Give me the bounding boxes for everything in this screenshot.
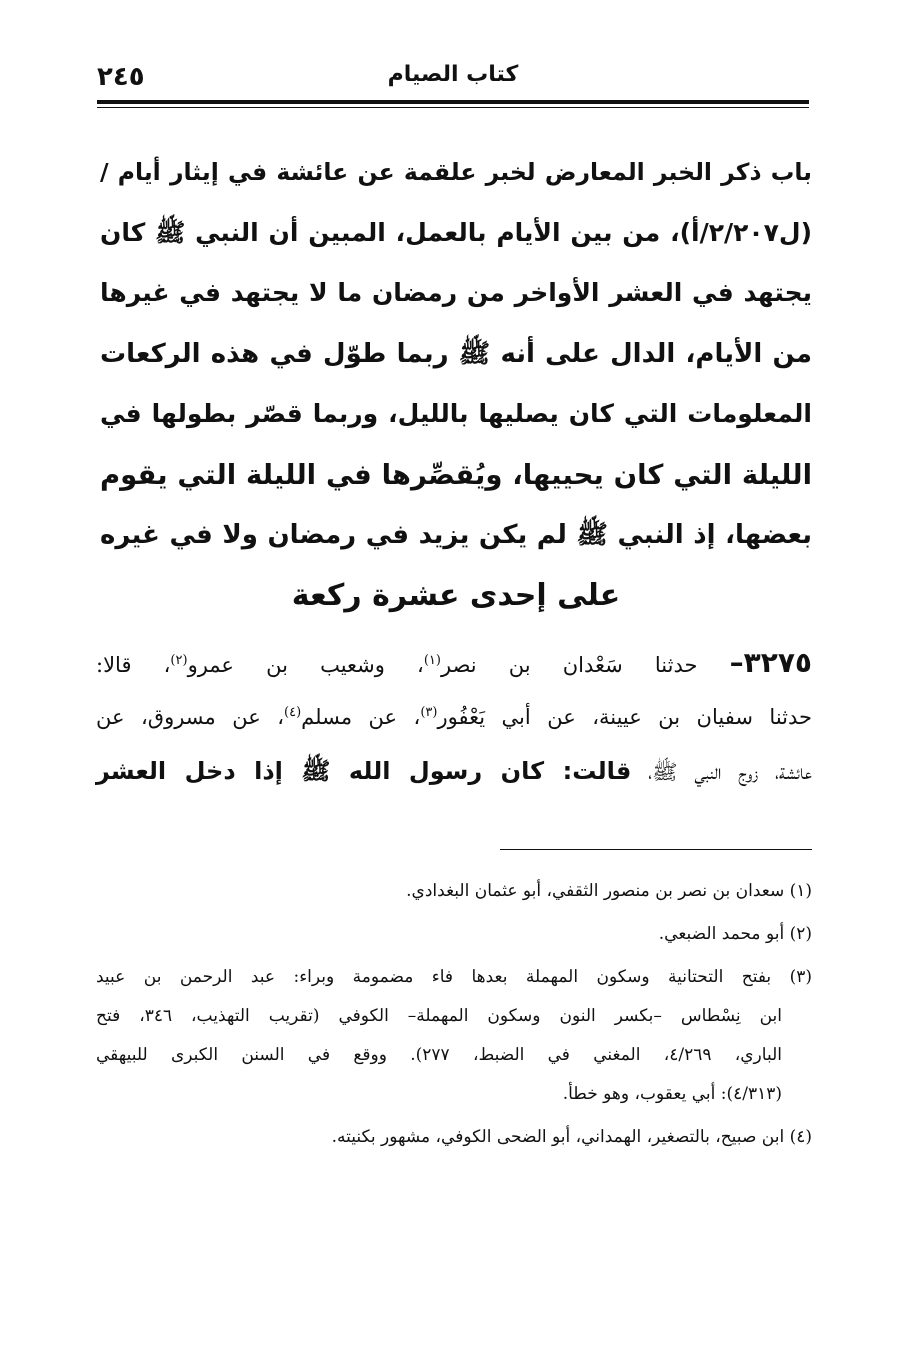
matn-text: قالت: كان رسول الله ﷺ إذا دخل العشر xyxy=(96,757,632,785)
hadith-line xyxy=(96,636,812,690)
footnote-1: (١) سعدان بن نصر بن منصور الثقفي، أبو عثمان البغدادي. xyxy=(406,881,812,901)
hadith-line xyxy=(96,744,812,798)
header-rule-thin xyxy=(97,107,809,108)
chapter-heading-line: (ل٢/٢٠٧/أ)، من بين الأيام بالعمل، المبين أن النبي ﷺ كان xyxy=(100,217,812,247)
chapter-heading-line: يجتهد في العشر الأواخر من رمضان ما لا يجتهد في غيرها xyxy=(100,278,812,307)
chapter-heading-line: من الأيام، الدال على أنه ﷺ ربما طوّل في هذه الركعات xyxy=(100,338,812,369)
isnad-text: ، عن مسروق، عن xyxy=(96,705,285,729)
footnote-marker: (٤) xyxy=(284,705,302,720)
chapter-heading-line: بعضها، إذ النبي ﷺ لم يكن يزيد في رمضان ولا في غيره xyxy=(100,520,812,550)
footnote-2: (٢) أبو محمد الضبعي. xyxy=(658,924,812,944)
footnote-3-line: (٤/٣١٣): أبي يعقوب، وهو خطأ. xyxy=(562,1084,782,1104)
page-number: ٢٤٥ xyxy=(97,62,145,92)
book-title: كتاب الصيام xyxy=(387,62,519,87)
isnad-text: ، وشعيب بن عمرو xyxy=(187,653,424,677)
footnote-marker: (١) xyxy=(423,653,441,668)
footnotes xyxy=(96,872,812,1157)
footnote-3-line: الباري، ٤/٢٦٩، المغني في الضبط، ٢٧٧). ووقع في السنن الكبرى للبيهقي xyxy=(96,1045,782,1065)
isnad-text: ، قالا: xyxy=(96,653,171,677)
footnote-marker: (٣) xyxy=(420,705,438,720)
isnad-text: حدثنا سفيان بن عيينة، عن أبي يَعْفُور xyxy=(437,705,812,729)
footnote-4: (٤) ابن صبيح، بالتصغير، الهمداني، أبو الضحى الكوفي، مشهور بكنيته. xyxy=(331,1127,812,1147)
chapter-heading-line: المعلومات التي كان يصليها بالليل، وربما قصّر بطولها في xyxy=(100,399,812,428)
footnote-3-line: (٣) بفتح التحتانية وسكون المهملة بعدها فاء مضمومة وبراء: عبد الرحمن بن عبيد xyxy=(96,967,812,987)
footnote-3-line: ابن نِسْطاس –بكسر النون وسكون المهملة– الكوفي (تقريب التهذيب، ٣٤٦، فتح xyxy=(96,1006,782,1026)
header-rule xyxy=(97,100,809,104)
isnad-text: ، عن مسلم xyxy=(301,705,421,729)
hadith-text xyxy=(96,636,812,798)
hadith-line xyxy=(96,690,812,744)
running-header xyxy=(97,58,809,98)
footnote-separator xyxy=(500,849,812,850)
chapter-heading-line: الليلة التي كان يحييها، ويُقصِّرها في الليلة التي يقوم xyxy=(100,458,812,491)
isnad-text: حدثنا سَعْدان بن نصر xyxy=(440,653,698,677)
chapter-heading xyxy=(100,142,812,626)
chapter-heading-line: على إحدى عشرة ركعة xyxy=(291,577,621,613)
hadith-number: ٣٢٧٥– xyxy=(729,646,813,679)
footnote-marker: (٢) xyxy=(170,653,188,668)
isnad-text: عائشة، زوج النبي ﷺ، xyxy=(648,760,812,784)
chapter-heading-line: باب ذكر الخبر المعارض لخبر علقمة عن عائشة في إيثار أيام / xyxy=(100,158,812,186)
